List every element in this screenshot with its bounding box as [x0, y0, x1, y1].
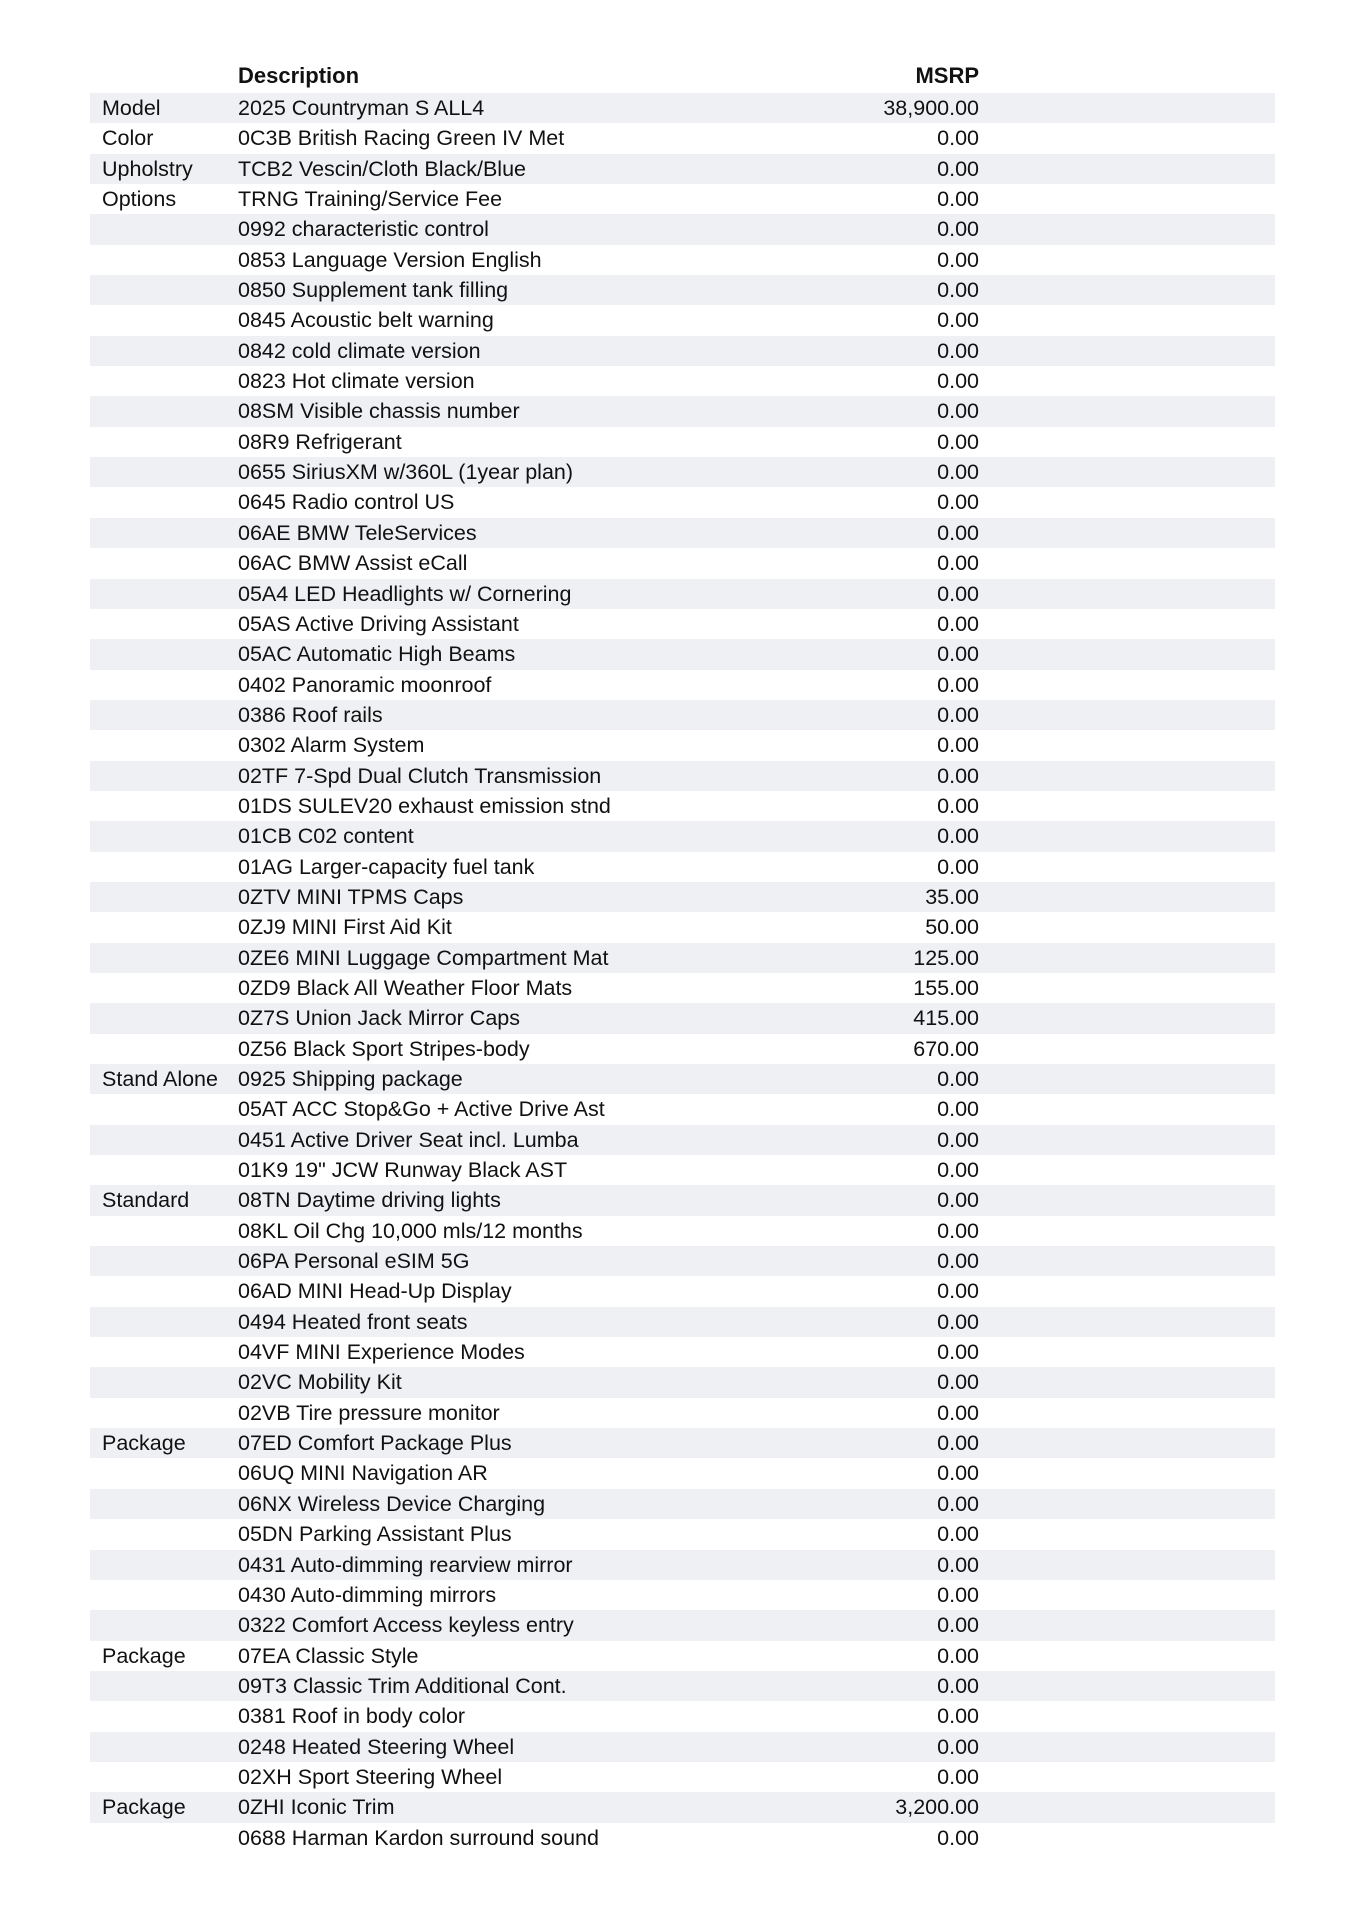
row-msrp: 0.00: [937, 338, 979, 363]
row-msrp: 0.00: [937, 1825, 979, 1850]
row-msrp: 0.00: [937, 126, 979, 151]
row-description: 02XH Sport Steering Wheel: [238, 1764, 503, 1789]
table-row: [90, 1458, 1275, 1488]
table-row: [90, 1337, 1275, 1367]
row-msrp: 0.00: [937, 1673, 979, 1698]
row-msrp: 0.00: [937, 611, 979, 636]
row-msrp: 0.00: [937, 520, 979, 545]
table-row: [90, 1732, 1275, 1762]
row-msrp: 0.00: [937, 369, 979, 394]
row-msrp: 0.00: [937, 1491, 979, 1516]
row-msrp: 0.00: [937, 460, 979, 485]
row-description: 0ZTV MINI TPMS Caps: [238, 884, 464, 909]
row-msrp: 0.00: [937, 1218, 979, 1243]
row-msrp: 0.00: [937, 1127, 979, 1152]
row-msrp: 0.00: [937, 1734, 979, 1759]
row-msrp: 0.00: [937, 1097, 979, 1122]
row-description: 0823 Hot climate version: [238, 369, 475, 394]
table-row: [90, 1367, 1275, 1397]
row-msrp: 38,900.00: [883, 96, 979, 120]
table-row: [90, 305, 1275, 335]
table-row: [90, 791, 1275, 821]
row-msrp: 0.00: [937, 1067, 979, 1091]
row-msrp: 0.00: [937, 824, 979, 849]
row-description: 04VF MINI Experience Modes: [238, 1340, 525, 1365]
row-description: 02VC Mobility Kit: [238, 1370, 402, 1395]
row-msrp: 0.00: [937, 1582, 979, 1607]
row-description: 08KL Oil Chg 10,000 mls/12 months: [238, 1218, 583, 1243]
row-category: Upholstry: [102, 156, 193, 181]
row-description: 05DN Parking Assistant Plus: [238, 1522, 512, 1547]
row-msrp: 0.00: [937, 1188, 979, 1213]
row-description: 08SM Visible chassis number: [238, 399, 520, 424]
row-msrp: 0.00: [937, 1400, 979, 1425]
row-description: 01DS SULEV20 exhaust emission stnd: [238, 793, 611, 818]
row-msrp: 0.00: [937, 1249, 979, 1274]
table-row: [90, 457, 1275, 487]
row-msrp: 125.00: [913, 945, 979, 970]
table-row: [90, 245, 1275, 275]
row-description: 0322 Comfort Access keyless entry: [238, 1613, 574, 1638]
row-category: Model: [102, 96, 161, 120]
table-row: [90, 639, 1275, 669]
row-description: 0ZE6 MINI Luggage Compartment Mat: [238, 945, 609, 970]
table-row: [90, 700, 1275, 730]
row-msrp: 0.00: [937, 1704, 979, 1729]
row-description: 2025 Countryman S ALL4: [238, 96, 485, 120]
row-msrp: 670.00: [913, 1036, 979, 1061]
row-description: 06AD MINI Head-Up Display: [238, 1279, 512, 1304]
row-msrp: 50.00: [925, 915, 979, 940]
row-description: 0ZJ9 MINI First Aid Kit: [238, 915, 452, 940]
row-category: Standard: [102, 1188, 190, 1213]
table-row: [90, 548, 1275, 578]
row-description: 01AG Larger-capacity fuel tank: [238, 854, 535, 879]
row-description: 0845 Acoustic belt warning: [238, 308, 494, 333]
row-msrp: 0.00: [937, 581, 979, 606]
row-msrp: 0.00: [937, 429, 979, 454]
table-row: [90, 761, 1275, 791]
row-category: Stand Alone: [102, 1067, 218, 1091]
row-msrp: 3,200.00: [895, 1795, 979, 1820]
row-category: Color: [102, 126, 154, 151]
row-description: 0853 Language Version English: [238, 247, 542, 272]
row-description: 05AS Active Driving Assistant: [238, 611, 519, 636]
table-row: [90, 1489, 1275, 1519]
row-msrp: 0.00: [937, 1340, 979, 1365]
table-row: [90, 1792, 1275, 1822]
table-row: [90, 427, 1275, 457]
table-row: [90, 1762, 1275, 1792]
row-description: 0381 Roof in body color: [238, 1704, 466, 1729]
table-row: [90, 1216, 1275, 1246]
table-row: [90, 1550, 1275, 1580]
row-msrp: 0.00: [937, 763, 979, 788]
table-row: [90, 1428, 1275, 1458]
row-description: TRNG Training/Service Fee: [238, 187, 503, 212]
row-msrp: 0.00: [937, 399, 979, 424]
table-row: [90, 396, 1275, 426]
row-description: 01CB C02 content: [238, 824, 414, 849]
table-row: [90, 1246, 1275, 1276]
row-msrp: 0.00: [937, 156, 979, 181]
row-msrp: 0.00: [937, 793, 979, 818]
row-msrp: 0.00: [937, 854, 979, 879]
table-row: [90, 852, 1275, 882]
row-msrp: 0.00: [937, 733, 979, 758]
row-msrp: 0.00: [937, 1370, 979, 1395]
row-description: 0645 Radio control US: [238, 490, 455, 515]
row-msrp: 0.00: [937, 1461, 979, 1486]
table-row: [90, 730, 1275, 760]
row-msrp: 0.00: [937, 1279, 979, 1304]
row-description: 0842 cold climate version: [238, 338, 481, 363]
table-row: [90, 1307, 1275, 1337]
row-description: 05A4 LED Headlights w/ Cornering: [238, 581, 572, 606]
row-description: 0ZHI Iconic Trim: [238, 1795, 395, 1820]
table-row: [90, 1003, 1275, 1033]
row-msrp: 0.00: [937, 642, 979, 667]
table-row: [90, 579, 1275, 609]
table-row: [90, 1610, 1275, 1640]
row-description: 0302 Alarm System: [238, 733, 425, 758]
options-table: [90, 93, 1275, 1853]
table-row: [90, 882, 1275, 912]
table-row: [90, 1580, 1275, 1610]
row-description: 06NX Wireless Device Charging: [238, 1491, 546, 1516]
row-category: Options: [102, 187, 177, 212]
row-description: 05AT ACC Stop&Go + Active Drive Ast: [238, 1097, 605, 1122]
row-description: 0430 Auto-dimming mirrors: [238, 1582, 497, 1607]
table-row: [90, 1094, 1275, 1124]
row-description: 0451 Active Driver Seat incl. Lumba: [238, 1127, 579, 1152]
table-row: [90, 1155, 1275, 1185]
row-category: Package: [102, 1643, 186, 1668]
row-description: 0Z7S Union Jack Mirror Caps: [238, 1006, 520, 1031]
row-msrp: 0.00: [937, 490, 979, 515]
table-header: [90, 63, 1275, 93]
table-row: [90, 1034, 1275, 1064]
row-description: 08TN Daytime driving lights: [238, 1188, 501, 1213]
row-description: 0248 Heated Steering Wheel: [238, 1734, 515, 1759]
row-description: 0655 SiriusXM w/360L (1year plan): [238, 460, 574, 485]
row-msrp: 0.00: [937, 1431, 979, 1456]
table-row: [90, 1701, 1275, 1731]
table-row: [90, 93, 1275, 123]
table-row: [90, 609, 1275, 639]
row-description: 06AC BMW Assist eCall: [238, 551, 468, 576]
table-row: [90, 943, 1275, 973]
row-description: 0850 Supplement tank filling: [238, 278, 509, 303]
table-row: [90, 973, 1275, 1003]
table-row: [90, 1671, 1275, 1701]
msrp-column-header: MSRP: [915, 63, 979, 88]
row-msrp: 0.00: [937, 1158, 979, 1183]
row-msrp: 0.00: [937, 1552, 979, 1577]
row-description: 0402 Panoramic moonroof: [238, 672, 492, 697]
table-row: [90, 366, 1275, 396]
table-row: [90, 1823, 1275, 1853]
row-msrp: 0.00: [937, 187, 979, 212]
table-row: [90, 1398, 1275, 1428]
row-msrp: 0.00: [937, 1643, 979, 1668]
table-row: [90, 1276, 1275, 1306]
row-description: 05AC Automatic High Beams: [238, 642, 516, 667]
row-msrp: 0.00: [937, 1309, 979, 1334]
table-row: [90, 670, 1275, 700]
row-description: 08R9 Refrigerant: [238, 429, 402, 454]
table-row: [90, 912, 1275, 942]
table-row: [90, 487, 1275, 517]
row-description: 07EA Classic Style: [238, 1643, 419, 1668]
row-description: 07ED Comfort Package Plus: [238, 1431, 512, 1456]
row-description: 0Z56 Black Sport Stripes-body: [238, 1036, 530, 1061]
row-msrp: 0.00: [937, 1522, 979, 1547]
table-row: [90, 1519, 1275, 1549]
row-msrp: 0.00: [937, 702, 979, 727]
row-msrp: 415.00: [913, 1006, 979, 1031]
row-description: 0386 Roof rails: [238, 702, 383, 727]
row-msrp: 35.00: [925, 884, 979, 909]
row-description: 01K9 19" JCW Runway Black AST: [238, 1158, 568, 1183]
row-msrp: 0.00: [937, 308, 979, 333]
row-msrp: 0.00: [937, 278, 979, 303]
row-category: Package: [102, 1795, 186, 1820]
row-description: 0925 Shipping package: [238, 1067, 463, 1091]
row-msrp: 0.00: [937, 672, 979, 697]
row-msrp: 0.00: [937, 1764, 979, 1789]
row-description: 0431 Auto-dimming rearview mirror: [238, 1552, 573, 1577]
row-description: 09T3 Classic Trim Additional Cont.: [238, 1673, 567, 1698]
table-row: [90, 214, 1275, 244]
row-msrp: 0.00: [937, 217, 979, 242]
row-msrp: 155.00: [913, 975, 979, 1000]
row-description: 0494 Heated front seats: [238, 1309, 468, 1334]
row-description: 06UQ MINI Navigation AR: [238, 1461, 488, 1486]
row-description: 02VB Tire pressure monitor: [238, 1400, 500, 1425]
table-row: [90, 184, 1275, 214]
table-row: [90, 275, 1275, 305]
table-row: [90, 336, 1275, 366]
row-description: 02TF 7-Spd Dual Clutch Transmission: [238, 763, 602, 788]
table-row: [90, 154, 1275, 184]
table-row: [90, 821, 1275, 851]
table-row: [90, 1064, 1275, 1094]
row-category: Package: [102, 1431, 186, 1456]
row-description: TCB2 Vescin/Cloth Black/Blue: [238, 156, 526, 181]
row-msrp: 0.00: [937, 247, 979, 272]
row-description: 0ZD9 Black All Weather Floor Mats: [238, 975, 573, 1000]
row-msrp: 0.00: [937, 551, 979, 576]
row-description: 06PA Personal eSIM 5G: [238, 1249, 470, 1274]
table-row: [90, 123, 1275, 153]
table-row: [90, 518, 1275, 548]
description-column-header: Description: [238, 63, 360, 88]
row-description: 0992 characteristic control: [238, 217, 489, 242]
row-description: 0C3B British Racing Green IV Met: [238, 126, 565, 151]
table-row: [90, 1641, 1275, 1671]
table-row: [90, 1185, 1275, 1215]
row-description: 0688 Harman Kardon surround sound: [238, 1825, 599, 1850]
row-description: 06AE BMW TeleServices: [238, 520, 477, 545]
table-row: [90, 1125, 1275, 1155]
row-msrp: 0.00: [937, 1613, 979, 1638]
